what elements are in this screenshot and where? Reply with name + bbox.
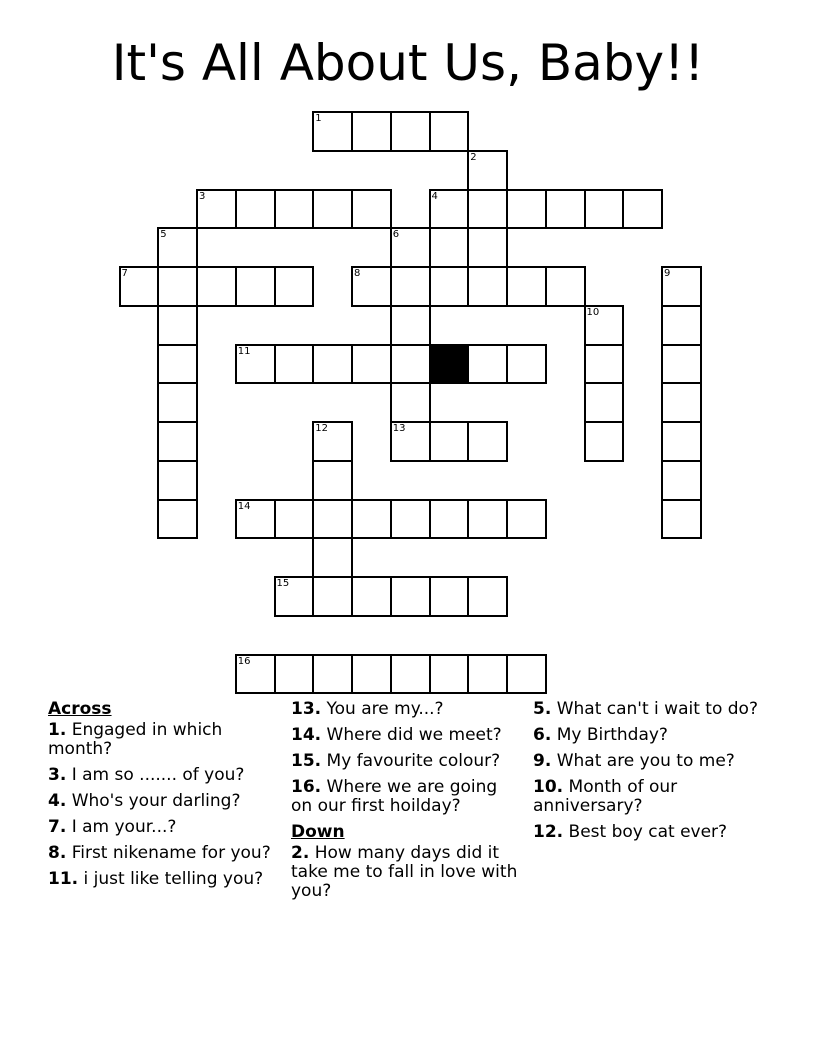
clue-text: Where we are going on our first hoilday? <box>291 777 498 816</box>
clue-text: What can't i wait to do? <box>551 699 758 719</box>
crossword-cell[interactable] <box>661 421 702 462</box>
crossword-cell[interactable] <box>312 460 353 501</box>
clue-num: 11. <box>48 869 79 889</box>
crossword-cell[interactable] <box>351 576 392 617</box>
clue-num: 14. <box>291 725 322 745</box>
clue-text: My favourite colour? <box>321 751 501 771</box>
clue-number: 4 <box>431 190 438 202</box>
clue-text: Engaged in which month? <box>48 720 223 759</box>
crossword-cell[interactable] <box>545 266 586 307</box>
crossword-cell[interactable] <box>157 460 198 501</box>
crossword-cell[interactable] <box>390 305 431 346</box>
crossword-cell[interactable] <box>429 421 470 462</box>
crossword-cell[interactable] <box>312 537 353 578</box>
crossword-cell[interactable] <box>661 382 702 423</box>
clue-num: 12. <box>533 822 564 842</box>
crossword-cell[interactable] <box>312 421 353 462</box>
clue-text: What are you to me? <box>551 751 735 771</box>
crossword-cell[interactable] <box>390 421 431 462</box>
crossword-cell[interactable] <box>429 499 470 540</box>
clue-number: 6 <box>392 229 400 241</box>
crossword-cell[interactable] <box>584 421 625 462</box>
crossword-cell[interactable] <box>312 189 353 230</box>
clue-number: 2 <box>470 151 477 163</box>
clue-list <box>0 700 816 1040</box>
crossword-cell[interactable] <box>506 189 547 230</box>
clue-num: 10. <box>533 777 564 797</box>
clue-number: 11 <box>237 345 251 357</box>
clue-item <box>48 721 278 759</box>
crossword-cell[interactable] <box>390 654 431 695</box>
across-clues-part2 <box>291 700 521 816</box>
clue-num: 5. <box>533 699 552 719</box>
clue-number: 1 <box>315 113 322 124</box>
clue-item <box>291 752 521 771</box>
crossword-cell[interactable] <box>390 111 431 152</box>
crossword-cell[interactable] <box>196 189 237 230</box>
clue-item <box>533 778 763 816</box>
clue-text: I am your...? <box>66 817 177 837</box>
clue-item <box>533 726 763 745</box>
crossword-cell[interactable] <box>351 344 392 385</box>
crossword-cell[interactable] <box>390 266 431 307</box>
crossword-cell[interactable] <box>274 654 315 695</box>
clue-number: 8 <box>354 268 361 279</box>
crossword-cell[interactable] <box>312 344 353 385</box>
crossword-cell[interactable] <box>119 266 160 307</box>
clue-column-3 <box>533 700 763 849</box>
down-clues-part2 <box>533 700 763 842</box>
clue-num: 3. <box>48 765 67 785</box>
crossword-cell[interactable] <box>467 421 508 462</box>
clue-num: 2. <box>291 843 310 863</box>
crossword-cell[interactable] <box>429 654 470 695</box>
clue-item <box>291 700 521 719</box>
clue-text: You are my...? <box>321 699 444 719</box>
crossword-cell[interactable] <box>506 499 547 540</box>
crossword-cell[interactable] <box>429 189 470 230</box>
clue-number: 3 <box>199 190 206 202</box>
crossword-cell[interactable] <box>467 654 508 695</box>
crossword-cell[interactable] <box>390 382 431 423</box>
crossword-cell[interactable] <box>274 344 315 385</box>
crossword-cell[interactable] <box>429 576 470 617</box>
crossword-cell[interactable] <box>351 266 392 307</box>
clue-number: 7 <box>121 268 128 279</box>
crossword-cell[interactable] <box>661 266 702 307</box>
crossword-cell[interactable] <box>429 266 470 307</box>
crossword-cell[interactable] <box>157 499 198 540</box>
clue-text: i just like telling you? <box>78 869 264 889</box>
down-heading: Down <box>291 822 345 842</box>
clue-item <box>291 778 521 816</box>
crossword-cell[interactable] <box>312 499 353 540</box>
clue-item <box>48 792 278 811</box>
crossword-cell[interactable] <box>467 266 508 307</box>
crossword-cell[interactable] <box>467 576 508 617</box>
clue-column-2 <box>291 700 521 908</box>
clue-item <box>48 818 278 837</box>
crossword-cell[interactable] <box>506 654 547 695</box>
crossword-cell[interactable] <box>390 576 431 617</box>
crossword-cell[interactable] <box>584 344 625 385</box>
clue-item <box>291 844 521 901</box>
clue-num: 1. <box>48 720 67 740</box>
clue-num: 16. <box>291 777 322 797</box>
crossword-cell[interactable] <box>274 266 315 307</box>
crossword-cell[interactable] <box>467 344 508 385</box>
crossword-cell[interactable] <box>506 266 547 307</box>
puzzle-title: It's All About Us, Baby!! <box>111 34 705 92</box>
crossword-cell[interactable] <box>429 111 470 152</box>
crossword-cell[interactable] <box>390 344 431 385</box>
crossword-cell[interactable] <box>157 305 198 346</box>
crossword-cell[interactable] <box>351 499 392 540</box>
clue-num: 15. <box>291 751 322 771</box>
across-clues-part1 <box>48 721 278 889</box>
crossword-cell[interactable] <box>584 382 625 423</box>
crossword-cell[interactable] <box>235 499 276 540</box>
crossword-cell[interactable] <box>467 499 508 540</box>
crossword-cell[interactable] <box>351 111 392 152</box>
crossword-cell[interactable] <box>545 189 586 230</box>
clue-num: 9. <box>533 751 552 771</box>
across-heading: Across <box>48 699 112 719</box>
clue-number: 16 <box>237 655 251 667</box>
crossword-cell[interactable] <box>351 654 392 695</box>
clue-number: 12 <box>315 423 328 434</box>
clue-column-1 <box>48 700 278 896</box>
crossword-cell[interactable] <box>274 576 315 617</box>
crossword-cell[interactable] <box>157 227 198 268</box>
clue-number: 15 <box>276 578 290 589</box>
clue-num: 4. <box>48 791 67 811</box>
crossword-cell[interactable] <box>157 382 198 423</box>
clue-text: Who's your darling? <box>66 791 241 811</box>
crossword-cell[interactable] <box>584 305 625 346</box>
crossword-cell[interactable] <box>390 227 431 268</box>
clue-num: 13. <box>291 699 322 719</box>
crossword-cell[interactable] <box>351 189 392 230</box>
clue-item <box>48 844 278 863</box>
clue-text: Best boy cat ever? <box>563 822 728 842</box>
crossword-cell[interactable] <box>312 576 353 617</box>
clue-num: 7. <box>48 817 67 837</box>
clue-item <box>48 766 278 785</box>
crossword-cell[interactable] <box>661 305 702 346</box>
clue-number: 10 <box>586 306 600 318</box>
crossword-cell[interactable] <box>390 499 431 540</box>
crossword-cell[interactable] <box>467 150 508 191</box>
crossword-cell[interactable] <box>196 266 237 307</box>
down-clues-part1 <box>291 844 521 901</box>
clue-text: Month of our anniversary? <box>533 777 678 816</box>
clue-text: My Birthday? <box>551 725 668 745</box>
clue-item <box>533 823 763 842</box>
clue-num: 8. <box>48 843 67 863</box>
clue-item <box>291 726 521 745</box>
crossword-cell[interactable] <box>661 460 702 501</box>
crossword-cell[interactable] <box>274 499 315 540</box>
crossword-cell[interactable] <box>584 189 625 230</box>
clue-text: Where did we meet? <box>321 725 502 745</box>
clue-text: First nikename for you? <box>66 843 271 863</box>
clue-item <box>533 700 763 719</box>
clue-text: I am so ....... of you? <box>66 765 245 785</box>
crossword-cell[interactable] <box>467 227 508 268</box>
crossword-cell[interactable] <box>157 344 198 385</box>
clue-item <box>533 752 763 771</box>
crossword-cell[interactable] <box>506 344 547 385</box>
crossword-cell[interactable] <box>467 189 508 230</box>
crossword-cell[interactable] <box>274 189 315 230</box>
crossword-cell[interactable] <box>661 499 702 540</box>
crossword-cell[interactable] <box>235 189 276 230</box>
clue-num: 6. <box>533 725 552 745</box>
clue-text: How many days did it take me to fall in love with you? <box>291 843 518 901</box>
black-square <box>429 344 470 385</box>
clue-number: 13 <box>392 423 406 434</box>
crossword-cell[interactable] <box>157 266 198 307</box>
clue-number: 5 <box>160 229 167 241</box>
clue-number: 14 <box>237 500 251 512</box>
clue-item <box>48 870 278 889</box>
crossword-cell[interactable] <box>312 111 353 152</box>
crossword-cell[interactable] <box>312 654 353 695</box>
crossword-cell[interactable] <box>235 266 276 307</box>
clue-number: 9 <box>664 268 671 279</box>
crossword-cell[interactable] <box>157 421 198 462</box>
crossword-cell[interactable] <box>235 654 276 695</box>
crossword-cell[interactable] <box>661 344 702 385</box>
crossword-cell[interactable] <box>235 344 276 385</box>
crossword-cell[interactable] <box>622 189 663 230</box>
